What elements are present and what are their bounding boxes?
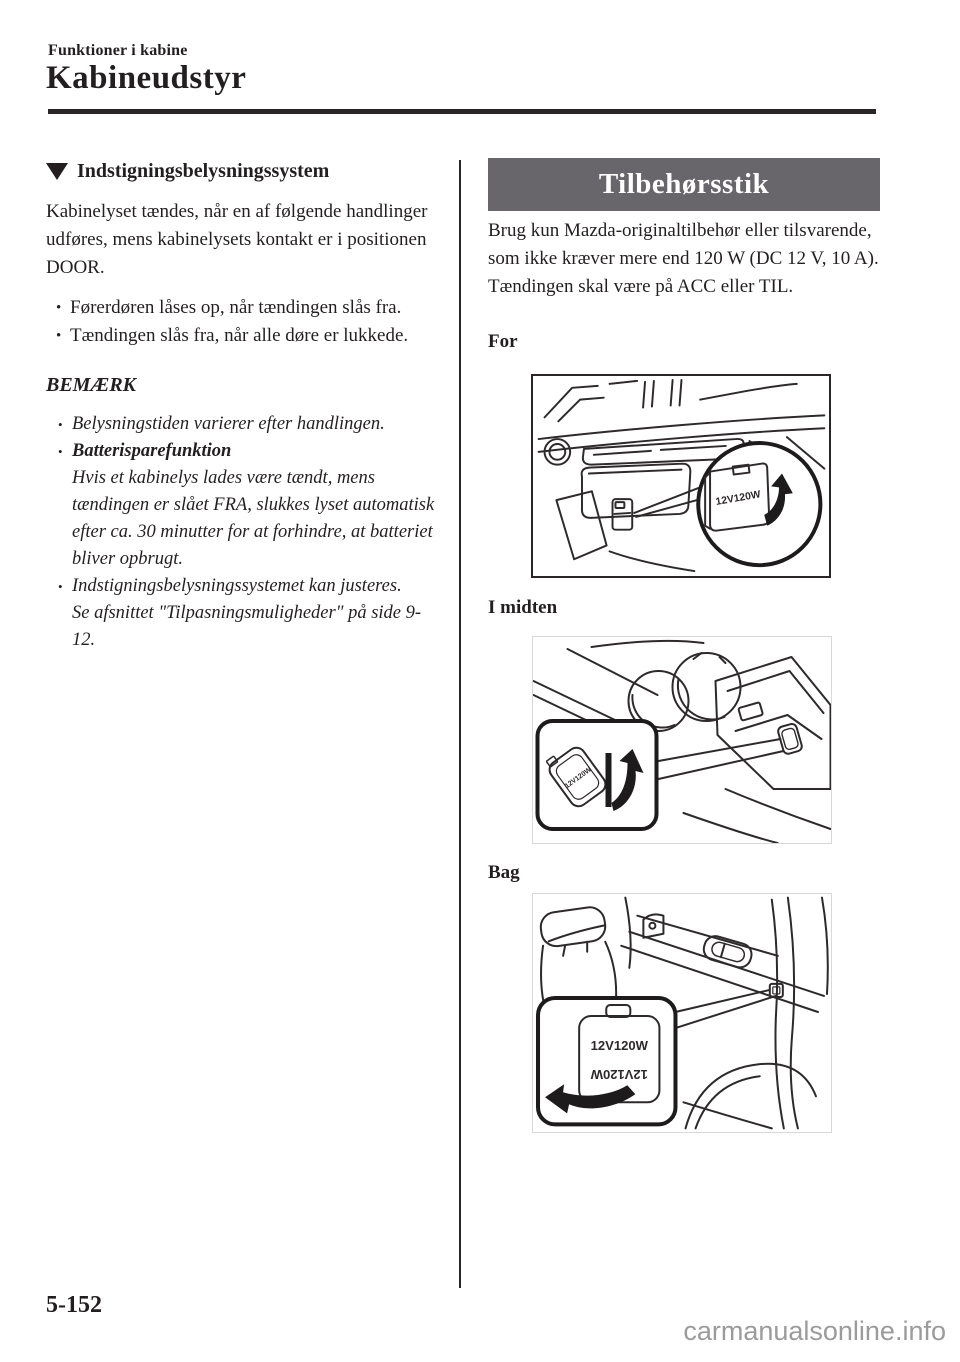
breadcrumb: Funktioner i kabine [48,42,188,59]
note-text: Hvis et kabinelys lades være tændt, mens tændingen er slået FRA, slukkes lyset automatisk efter ca. 30 minutter for at forhindre, at batteriet bliver opbrugt. [72,468,435,569]
section-title-box [488,158,880,211]
callout-box [538,721,657,829]
figure-label-front: For [488,331,518,352]
watermark: carmanualsonline.info [683,1316,946,1346]
note-list [46,411,444,654]
socket-cover-label: 12V120W [714,489,762,509]
page-number: 5-152 [46,1292,102,1318]
column-divider [459,160,461,1288]
socket-cover-label-flipped: 12V120W [590,1067,648,1083]
section-title-label: Tilbehørsstik [598,168,770,200]
arrow-bar [606,753,612,807]
note-item [58,411,444,438]
rear-socket-illustration [533,894,831,1132]
left-column [46,160,444,654]
right-intro [488,217,890,301]
list-item: • Førerdøren låses op, når tændingen slås fra. [56,294,444,322]
middle-socket-illustration [533,637,831,843]
socket-cover-label: 12V120W [590,1038,648,1054]
list-item: • Tændingen slås fra, når alle døre er lukkede. [56,322,444,350]
socket-cover-label: 12V120W [563,766,593,791]
section-heading [46,160,444,183]
page-title: Kabineudstyr [46,60,247,96]
note-text: • Indstigningsbelysningssystemet kan justeres. [72,576,402,596]
intro-paragraph: Tændingen skal være på ACC eller TIL. [488,276,794,297]
bullet-list [46,294,444,350]
triangle-marker-icon [46,163,68,180]
front-socket-illustration [533,376,829,576]
figure-front-socket [531,374,831,578]
header-rule [48,109,876,114]
figure-label-rear: Bag [488,862,520,883]
note-label: BEMÆRK [46,374,137,396]
intro-paragraph: Brug kun Mazda-originaltilbehør eller tilsvarende, som ikke kræver mere end 120 W (DC 12 V, 10 A). [488,220,879,269]
section-heading-label: Indstigningsbelysningssystem [77,160,330,182]
intro-paragraph: Kabinelyset tændes, når en af følgende handlinger udføres, mens kabinelysets kontakt er i positionen DOOR. [46,201,428,278]
note-text: Se afsnittet "Tilpasningsmuligheder" på side 9-12. [72,603,422,650]
note-text: • Belysningstiden varierer efter handlingen. [72,414,385,434]
note-title: • Batterisparefunktion [72,441,232,461]
figure-rear-socket [533,894,831,1132]
figure-label-middle: I midten [488,597,558,618]
figure-middle-socket [533,637,831,843]
note-item [58,438,444,573]
note-item [58,573,444,654]
